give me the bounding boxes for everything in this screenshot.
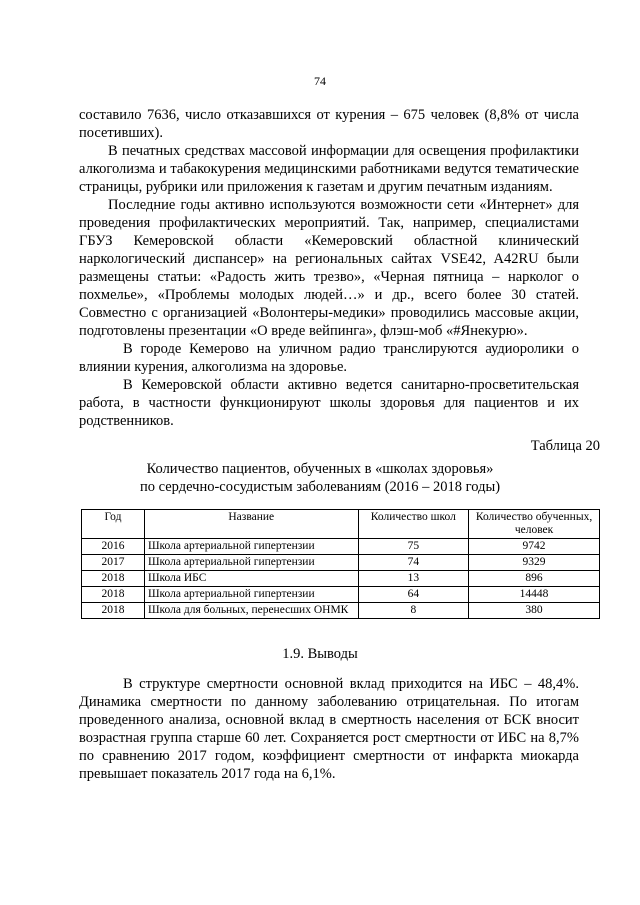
- paragraph-1: составило 7636, число отказавшихся от курения – 675 человек (8,8% от числа посетивших).: [79, 107, 579, 141]
- page-number: 74: [314, 74, 326, 88]
- cell-name: Школа артериальной гипертензии: [144, 555, 358, 571]
- cell-year: 2018: [82, 587, 145, 603]
- cell-people: 9742: [469, 539, 600, 555]
- cell-people: 896: [469, 571, 600, 587]
- header-schools: Количество школ: [358, 510, 469, 539]
- cell-year: 2018: [82, 571, 145, 587]
- cell-year: 2018: [82, 603, 145, 619]
- cell-name: Школа для больных, перенесших ОНМК: [144, 603, 358, 619]
- table-header-row: [82, 510, 600, 539]
- paragraph-conclusions: В структуре смертности основной вклад приходится на ИБС – 48,4%. Динамика смертности по данному заболеванию отрицательная. По итогам проведенного анализа, основной вклад в смертность населения от БСК вносит возрастная группа старше 60 лет. Сохраняется рост смертности от ИБС на 8,7% по сравнению 2017 годом, коэффициент смертности от инфаркта миокарда превышает показатель 2017 года на 6,1%.: [79, 676, 579, 782]
- table-number: Таблица 20: [530, 438, 600, 454]
- paragraph-2: В печатных средствах массовой информации для освещения профилактики алкоголизма и табакокурения медицинскими работниками ведутся тематические страницы, рубрики или приложения к газетам и другим печатным изданиям.: [79, 143, 579, 195]
- cell-name: Школа артериальной гипертензии: [144, 587, 358, 603]
- table-title-line-2: по сердечно-сосудистым заболеваниям (2016 – 2018 годы): [139, 479, 501, 495]
- cell-schools: 13: [358, 571, 469, 587]
- cell-schools: 8: [358, 603, 469, 619]
- cell-schools: 64: [358, 587, 469, 603]
- cell-people: 14448: [469, 587, 600, 603]
- section-heading-conclusions: 1.9. Выводы: [282, 646, 358, 662]
- paragraph-4: В городе Кемерово на уличном радио транслируются аудиоролики о влиянии курения, алкоголизма на здоровье.: [79, 341, 579, 375]
- cell-schools: 75: [358, 539, 469, 555]
- cell-schools: 74: [358, 555, 469, 571]
- body-text-conclusions: [79, 675, 579, 783]
- health-schools-table: [81, 509, 600, 619]
- table-row: [82, 571, 600, 587]
- paragraph-3: Последние годы активно используются возможности сети «Интернет» для проведения профилактических мероприятий. Так, например, специалистами ГБУЗ Кемеровской области «Кемеровский областной клинический наркологический диспансер» на региональных сайтах VSE42, A42RU были размещены статьи: «Радость жить трезво», «Черная пятница – нарколог о похмелье», «Проблемы молодых людей…» и др., всего более 30 статей. Совместно с организацией «Волонтеры-медики» проводились массовые акции, подготовлены презентации «О вреде вейпинга», флэш-моб «#Янекурю».: [79, 197, 579, 339]
- table-title-line-1: Количество пациентов, обученных в «школах здоровья»: [146, 461, 494, 477]
- cell-year: 2017: [82, 555, 145, 571]
- header-people: Количество обученных, человек: [469, 510, 600, 539]
- cell-people: 380: [469, 603, 600, 619]
- table-row: [82, 539, 600, 555]
- cell-name: Школа ИБС: [144, 571, 358, 587]
- cell-name: Школа артериальной гипертензии: [144, 539, 358, 555]
- header-name: Название: [144, 510, 358, 539]
- header-year: Год: [82, 510, 145, 539]
- body-text-top: [79, 106, 579, 430]
- paragraph-5: В Кемеровской области активно ведется санитарно-просветительская работа, в частности функционируют школы здоровья для пациентов и их родственников.: [79, 377, 579, 429]
- cell-year: 2016: [82, 539, 145, 555]
- table-row: [82, 603, 600, 619]
- cell-people: 9329: [469, 555, 600, 571]
- table-row: [82, 587, 600, 603]
- table-row: [82, 555, 600, 571]
- table-title: [0, 460, 640, 496]
